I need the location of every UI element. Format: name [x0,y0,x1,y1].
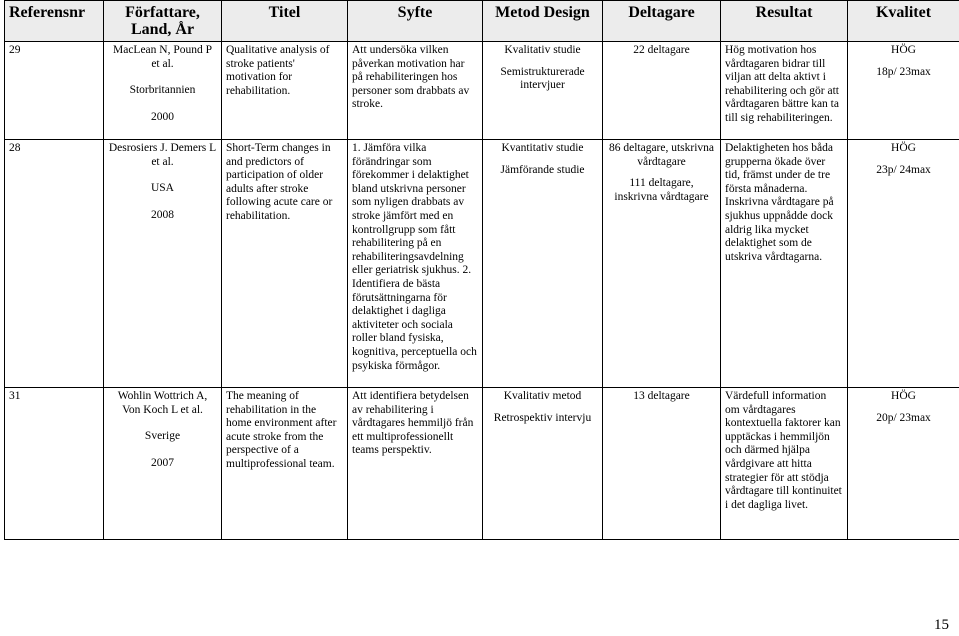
cell-quality [848,388,959,540]
cell-result: Värdefull information om vårdtagares kontextuella faktorer kan upptäckas i hemmiljön och därmed hjälpa vårdgivare att hitta strategier för att stödja vårdtagare till kontinuitet i det dagliga livet. [721,388,848,540]
cell-author [104,388,222,540]
table-row [5,140,959,388]
header-row [5,1,959,42]
cell-result: Delaktigheten hos båda grupperna ökade över tid, främst under de tre första månaderna. Inskrivna vårdtagare på sjukhus uppnådde dock aldrig lika mycket delaktighet som de utskriva vårdtagarna. [721,140,848,388]
author-name: MacLean N, Pound P [112,44,212,56]
author-year: 2008 [151,208,174,221]
cell-aim: Att undersöka vilken påverkan motivation har på rehabiliteringen hos personer som drabbats av stroke. [348,42,483,140]
author-country: Sverige [144,430,181,443]
author-country: USA [150,182,174,195]
cell-method [483,42,603,140]
quality-grade: HÖG [891,390,916,402]
cell-aim: 1. Jämföra vilka förändringar som förekommer i delaktighet bland utskrivna personer som nyligen drabbats av stroke jämfört med en kontrollgrupp som fått rehabilitering på en rehabiliteringsavdelning eller geriatrisk sjukhus. 2. Identifiera de bästa förutsättningarna för delaktighet i dagliga aktiviteter och sociala roller bland fysiska, kognitiva, perceptuella och psykiska förmågor. [348,140,483,388]
cell-title: Qualitative analysis of stroke patients' motivation for rehabilitation. [222,42,348,140]
cell-title: The meaning of rehabilitation in the home environment after acute stroke from the perspective of a multiprofessional team. [222,388,348,540]
method-type: Kvantitativ studie [501,142,584,154]
header-ref: Referensnr [5,1,104,42]
author-name: Desrosiers J. Demers L et al. [108,142,217,168]
cell-participants [603,388,721,540]
header-quality: Kvalitet [848,1,959,42]
method-type: Kvalitativ metod [503,390,582,402]
author-country: Storbritannien [129,84,196,97]
cell-participants [603,140,721,388]
cell-title: Short-Term changes in and predictors of participation of older adults after stroke following acute care or rehabilitation. [222,140,348,388]
quality-score: 23p/ 24max [876,163,931,176]
header-result: Resultat [721,1,848,42]
cell-ref: 29 [5,42,104,140]
method-design: Semistrukturerade intervjuer [500,65,585,92]
author-etal: et al. [151,57,174,70]
quality-grade: HÖG [891,142,916,154]
quality-score: 18p/ 23max [876,65,931,78]
author-year: 2007 [151,456,174,469]
header-aim: Syfte [348,1,483,42]
header-participants: Deltagare [603,1,721,42]
method-design: Jämförande studie [500,163,585,176]
cell-ref: 28 [5,140,104,388]
cell-quality [848,140,959,388]
header-author: Författare, Land, År [104,1,222,42]
cell-method [483,140,603,388]
page-number: 15 [934,617,949,633]
author-name: Wohlin Wottrich A, Von Koch L et al. [117,390,208,416]
header-title: Titel [222,1,348,42]
quality-grade: HÖG [891,44,916,56]
table-row [5,42,959,140]
cell-author [104,140,222,388]
participants-primary: 86 deltagare, utskrivna vårdtagare [608,142,715,168]
cell-result: Hög motivation hos vårdtagaren bidrar till viljan att delta aktivt i rehabilitering och gör att vårdtagaren bättre kan ta till sig rehabiliteringen. [721,42,848,140]
participants-secondary: 111 deltagare, inskrivna vårdtagare [614,177,709,203]
header-method: Metod Design [483,1,603,42]
cell-ref: 31 [5,388,104,540]
table-row [5,388,959,540]
cell-quality [848,42,959,140]
cell-method [483,388,603,540]
participants-primary: 13 deltagare [633,390,690,402]
cell-participants [603,42,721,140]
author-year: 2000 [151,110,174,123]
method-design: Retrospektiv intervju [493,411,592,424]
quality-score: 20p/ 23max [876,411,931,424]
cell-author [104,42,222,140]
participants-primary: 22 deltagare [633,44,690,56]
literature-review-table [4,0,959,540]
cell-aim: Att identifiera betydelsen av rehabilitering i vårdtagares hemmiljö från ett multiprofessionellt teams perspektiv. [348,388,483,540]
method-type: Kvalitativ studie [504,44,581,56]
